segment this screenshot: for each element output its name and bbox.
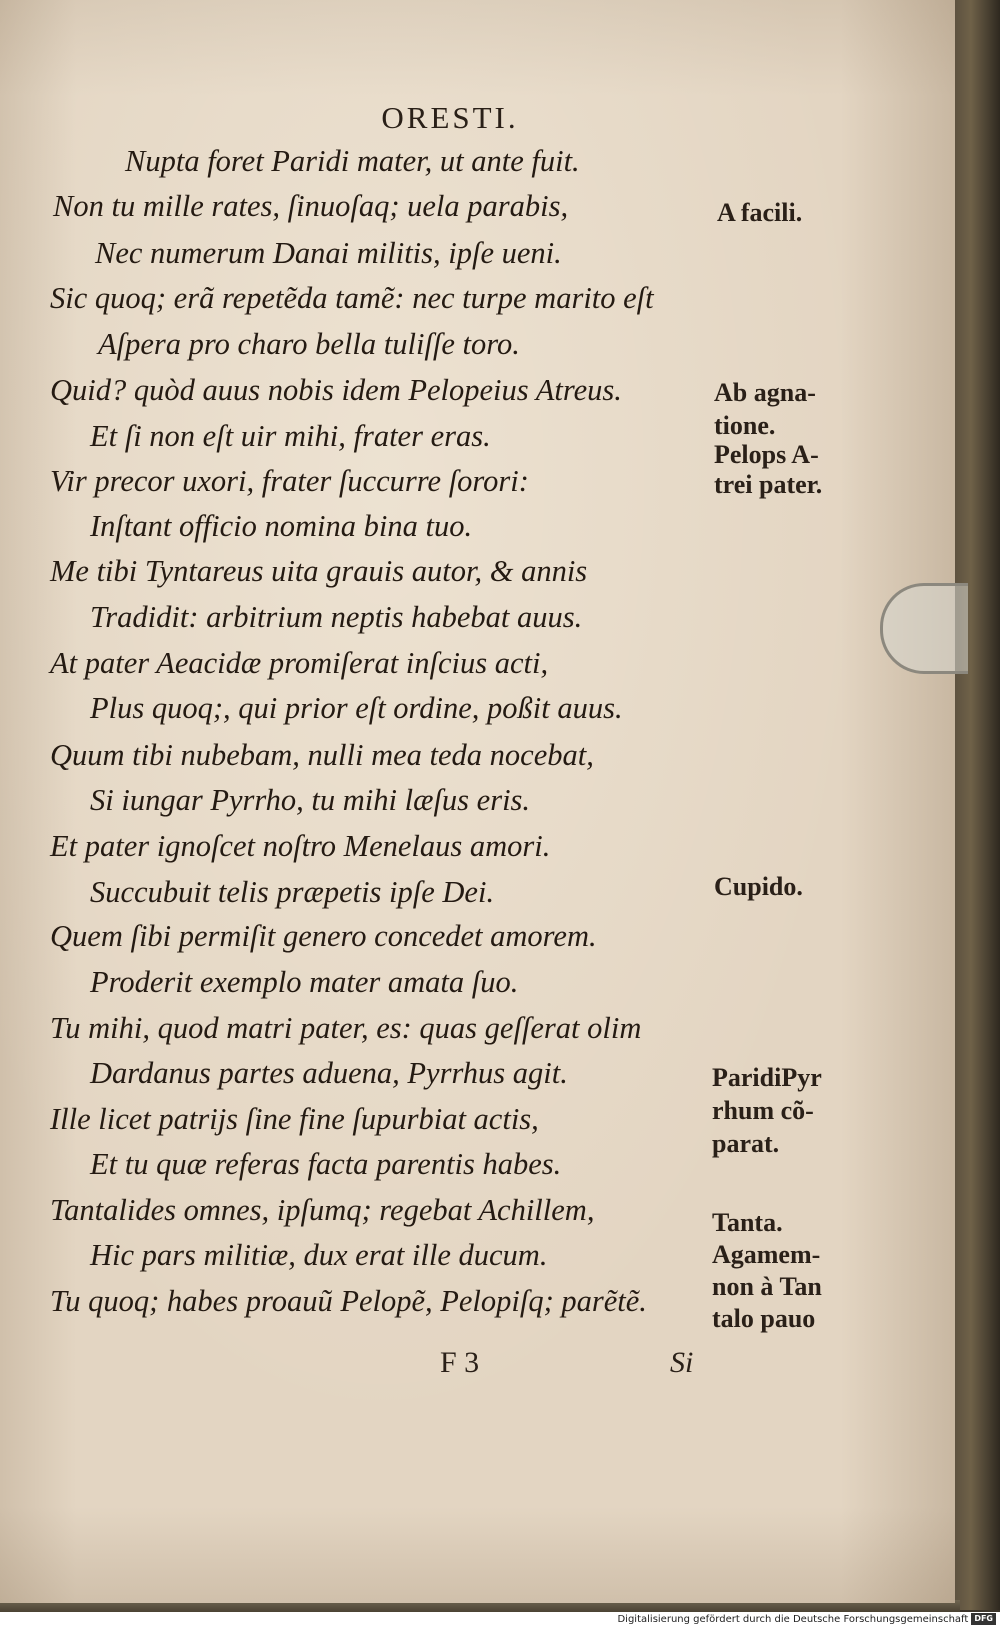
verse-line: Inſtant officio nomina bina tuo. — [90, 509, 473, 543]
digitization-footer — [0, 1612, 1000, 1628]
verse-line: Si iungar Pyrrho, tu mihi læſus eris. — [90, 783, 531, 817]
verse-line: Tu mihi, quod matri pater, es: quas geſſerat olim — [50, 1011, 642, 1045]
margin-note: parat. — [712, 1129, 780, 1158]
verse-line: Proderit exemplo mater amata ſuo. — [90, 965, 519, 999]
margin-note: tione. — [714, 411, 776, 440]
verse-line: Plus quoq;, qui prior eſt ordine, poßit auus. — [90, 691, 623, 725]
verse-line: Vir precor uxori, frater ſuccurre ſorori: — [50, 464, 529, 498]
margin-note: A facili. — [717, 198, 803, 227]
verse-line: Tradidit: arbitrium neptis habebat auus. — [90, 600, 583, 634]
verse-line: Et tu quæ referas facta parentis habes. — [90, 1147, 562, 1181]
verse-line: Ille licet patrijs ſine fine ſupurbiat actis, — [50, 1102, 539, 1136]
margin-note: Pelops A- — [714, 440, 819, 469]
margin-note: Agamem- — [712, 1240, 821, 1269]
verse-line: Non tu mille rates, ſinuoſaq; uela parabis, — [53, 189, 569, 223]
margin-note: Ab agna- — [714, 378, 816, 407]
verse-line: Nec numerum Danai militis, ipſe ueni. — [95, 236, 562, 270]
verse-line: Sic quoq; erã repetẽda tamẽ: nec turpe marito eſt — [50, 281, 654, 315]
page-marker-tab — [880, 583, 968, 674]
dfg-logo: DFG — [971, 1613, 996, 1625]
margin-note: Tanta. — [712, 1208, 783, 1237]
margin-note: ParidiPyr — [712, 1063, 822, 1092]
margin-note: Cupido. — [714, 872, 803, 901]
verse-line: Tu quoq; habes proauũ Pelopẽ, Pelopiſq; parẽtẽ. — [50, 1284, 647, 1318]
verse-line: Dardanus partes aduena, Pyrrhus agit. — [90, 1056, 568, 1090]
verse-line: Quid? quòd auus nobis idem Pelopeius Atreus. — [50, 373, 622, 407]
verse-line: Tantalides omnes, ipſumq; regebat Achillem, — [50, 1193, 595, 1227]
margin-note: rhum cõ- — [712, 1096, 814, 1125]
verse-line: Et ſi non eſt uir mihi, frater eras. — [90, 419, 491, 453]
verse-line: At pater Aeacidæ promiſerat inſcius acti, — [50, 646, 549, 680]
verse-line: Quem ſibi permiſit genero concedet amorem. — [50, 919, 597, 953]
catchword: Si — [670, 1346, 694, 1379]
verse-line: Aſpera pro charo bella tuliſſe toro. — [98, 327, 520, 361]
running-head: ORESTI. — [381, 100, 519, 135]
verse-line: Me tibi Tyntareus uita grauis autor, & annis — [50, 554, 588, 588]
verse-line: Quum tibi nubebam, nulli mea teda nocebat, — [50, 738, 594, 772]
verse-line: Nupta foret Paridi mater, ut ante fuit. — [125, 144, 580, 178]
verse-line: Et pater ignoſcet noſtro Menelaus amori. — [50, 829, 551, 863]
verse-line: Succubuit telis præpetis ipſe Dei. — [90, 875, 495, 909]
footer-text: Digitalisierung gefördert durch die Deutsche Forschungsgemeinschaft — [617, 1614, 969, 1625]
book-edge — [955, 0, 1000, 1610]
margin-note: talo pauo — [712, 1304, 816, 1333]
margin-note: trei pater. — [714, 470, 823, 499]
margin-note: non à Tan — [712, 1272, 822, 1301]
signature-mark: F 3 — [440, 1346, 480, 1379]
verse-line: Hic pars militiæ, dux erat ille ducum. — [90, 1238, 548, 1272]
